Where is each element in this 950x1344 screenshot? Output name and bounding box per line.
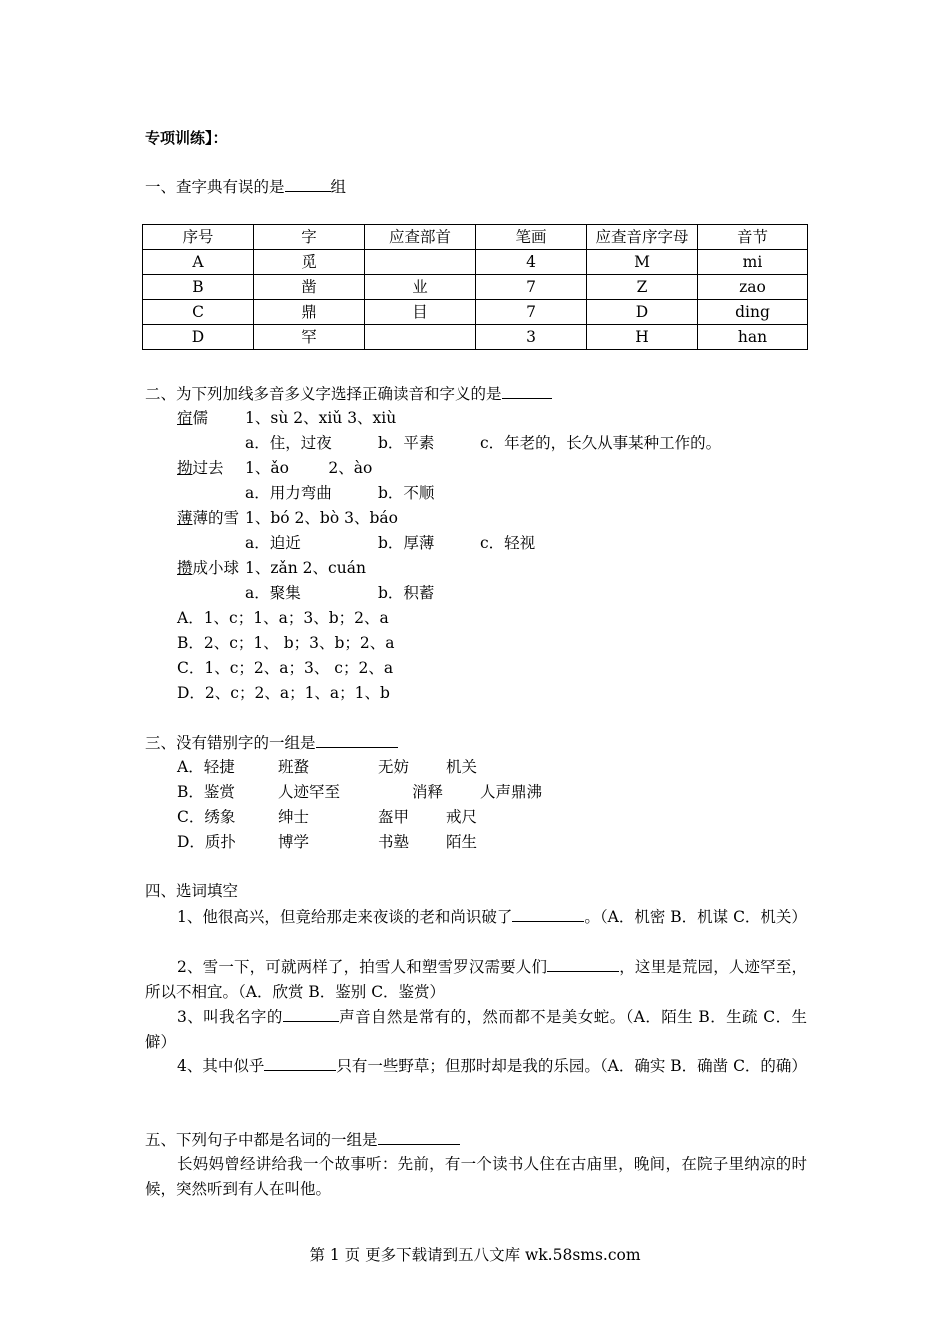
question-5-prompt bbox=[145, 1127, 460, 1151]
table-cell: B bbox=[143, 275, 254, 300]
table-row bbox=[143, 325, 808, 350]
item-text: 2、雪一下，可就两样了，拍雪人和塑雪罗汉需要人们 bbox=[177, 958, 548, 976]
table-cell: 7 bbox=[476, 300, 587, 325]
option-word: 戒尺 bbox=[446, 808, 478, 826]
fill-in-item bbox=[145, 954, 807, 1005]
table-cell: 目 bbox=[365, 300, 476, 325]
option-word: 书塾 bbox=[378, 833, 410, 851]
question-5-text: 五、下列句子中都是名词的一组是 bbox=[145, 1131, 378, 1149]
table-cell: 觅 bbox=[254, 250, 365, 275]
table-cell: 鼎 bbox=[254, 300, 365, 325]
option-word: 无妨 bbox=[378, 758, 410, 776]
option-word: D．质扑 bbox=[177, 833, 236, 851]
word-definition: a．住，过夜 bbox=[245, 434, 332, 452]
fill-in-item bbox=[145, 1053, 807, 1079]
question-1-text: 一、查字典有误的是 bbox=[145, 178, 285, 196]
word-item bbox=[177, 456, 224, 480]
item-text: 3、叫我名字的 bbox=[177, 1008, 283, 1026]
word-definition: b．积蓄 bbox=[378, 584, 435, 602]
answer-blank bbox=[283, 1004, 339, 1022]
word-rest: 过去 bbox=[192, 459, 224, 477]
fill-in-item bbox=[145, 1004, 807, 1055]
item-text: 4、其中似乎 bbox=[177, 1057, 265, 1075]
word-item bbox=[177, 506, 239, 530]
item-choices: 声音自然是常有的，然而都不是美女蛇。（A．陌生 B．生疏 C．生僻） bbox=[145, 1008, 807, 1051]
item-choices: 。（A．机密 B．机谋 C．机关） bbox=[584, 908, 807, 926]
table-cell: 7 bbox=[476, 275, 587, 300]
passage-text: 长妈妈曾经讲给我一个故事听：先前，有一个读书人住在古庙里，晚间，在院子里纳凉的时候，突然听到有人在叫他。 bbox=[145, 1155, 807, 1198]
option-word: B．鉴赏 bbox=[177, 783, 235, 801]
question-2-text: 二、为下列加线多音多义字选择正确读音和字义的是 bbox=[145, 385, 502, 403]
table-cell: 3 bbox=[476, 325, 587, 350]
table-cell: han bbox=[698, 325, 808, 350]
table-cell: A bbox=[143, 250, 254, 275]
option-word: C．绣象 bbox=[177, 808, 236, 826]
option-word: 机关 bbox=[446, 758, 478, 776]
word-definition: b．不顺 bbox=[378, 484, 435, 502]
word-definition: a．聚集 bbox=[245, 584, 301, 602]
option-word: 人迹罕至 bbox=[278, 783, 341, 801]
answer-option: D．2、c；2、a；1、a；1、b bbox=[177, 684, 390, 702]
table-cell: zao bbox=[698, 275, 808, 300]
table-cell: Z bbox=[587, 275, 698, 300]
table-header-row bbox=[143, 225, 808, 250]
table-cell: H bbox=[587, 325, 698, 350]
answer-blank bbox=[285, 174, 331, 192]
underlined-char: 宿 bbox=[177, 409, 193, 427]
table-header-cell: 笔画 bbox=[476, 225, 587, 250]
option-word: A．轻捷 bbox=[177, 758, 235, 776]
item-text: 1、他很高兴，但竟给那走来夜谈的老和尚识破了 bbox=[177, 908, 513, 926]
word-item bbox=[177, 406, 208, 430]
word-definition: c．年老的，长久从事某种工作的。 bbox=[480, 434, 722, 452]
question-3-text: 三、没有错别字的一组是 bbox=[145, 734, 316, 752]
answer-option: A．1、c；1、a；3、b；2、a bbox=[177, 609, 389, 627]
table-cell bbox=[365, 250, 476, 275]
word-pronunciations: 1、bó 2、bò 3、báo bbox=[245, 509, 398, 527]
table-header-cell: 应查部首 bbox=[365, 225, 476, 250]
word-definition: c．轻视 bbox=[480, 534, 536, 552]
table-header-cell: 字 bbox=[254, 225, 365, 250]
word-rest: 薄的雪 bbox=[192, 509, 240, 527]
table-header-cell: 音节 bbox=[698, 225, 808, 250]
table-header-cell: 应查音序字母 bbox=[587, 225, 698, 250]
table-cell: ding bbox=[698, 300, 808, 325]
table-cell: D bbox=[587, 300, 698, 325]
option-word: 人声鼎沸 bbox=[480, 783, 543, 801]
answer-option: B．2、c；1、 b；3、b；2、a bbox=[177, 634, 395, 652]
section-title: 专项训练】： bbox=[145, 129, 228, 147]
word-rest: 儒 bbox=[192, 409, 209, 427]
word-pronunciations: 1、zǎn 2、cuán bbox=[245, 559, 366, 577]
option-word: 盔甲 bbox=[378, 808, 410, 826]
question-4-prompt: 四、选词填空 bbox=[145, 882, 239, 900]
question-3-prompt bbox=[145, 730, 398, 754]
question-1-prompt bbox=[145, 174, 346, 198]
table-cell: D bbox=[143, 325, 254, 350]
question-1-suffix: 组 bbox=[330, 178, 347, 196]
table-cell: 4 bbox=[476, 250, 587, 275]
table-cell: mi bbox=[698, 250, 808, 275]
underlined-char: 薄 bbox=[177, 509, 193, 527]
answer-option: C．1、c；2、a；3、 c；2、a bbox=[177, 659, 394, 677]
option-word: 博学 bbox=[278, 833, 310, 851]
table-row bbox=[143, 275, 808, 300]
underlined-char: 攒 bbox=[177, 559, 193, 577]
answer-blank bbox=[264, 1053, 336, 1071]
table-cell: 凿 bbox=[254, 275, 365, 300]
underlined-char: 拗 bbox=[177, 459, 193, 477]
answer-blank bbox=[502, 381, 552, 399]
word-pronunciations: 1、ǎo 2、ào bbox=[245, 459, 373, 477]
question-2-prompt bbox=[145, 381, 552, 405]
word-pronunciations: 1、sù 2、xiǔ 3、xiù bbox=[245, 409, 397, 427]
word-item bbox=[177, 556, 239, 580]
table-cell bbox=[365, 325, 476, 350]
word-definition: b．平素 bbox=[378, 434, 435, 452]
table-cell: 业 bbox=[365, 275, 476, 300]
table-cell: C bbox=[143, 300, 254, 325]
answer-blank bbox=[512, 904, 584, 922]
table-header-cell: 序号 bbox=[143, 225, 254, 250]
word-definition: a．用力弯曲 bbox=[245, 484, 332, 502]
option-word: 班蝥 bbox=[278, 758, 310, 776]
page-footer: 第 1 页 更多下载请到五八文库 wk.58sms.com bbox=[309, 1246, 641, 1264]
item-choices: ，这里是荒园，人迹罕至，所以不相宜。（A．欣赏 B．鉴别 C．鉴赏） bbox=[145, 958, 807, 1001]
answer-blank bbox=[378, 1127, 460, 1145]
table-cell: M bbox=[587, 250, 698, 275]
table-cell: 罕 bbox=[254, 325, 365, 350]
word-definition: a．迫近 bbox=[245, 534, 301, 552]
option-word: 消释 bbox=[412, 783, 444, 801]
answer-blank bbox=[547, 954, 619, 972]
word-definition: b．厚薄 bbox=[378, 534, 435, 552]
answer-blank bbox=[316, 730, 398, 748]
item-choices: 只有一些野草；但那时却是我的乐园。（A．确实 B．确凿 C．的确） bbox=[336, 1057, 807, 1075]
word-rest: 成小球 bbox=[192, 559, 240, 577]
table-row bbox=[143, 300, 808, 325]
option-word: 陌生 bbox=[446, 833, 478, 851]
fill-in-item bbox=[145, 904, 807, 930]
dictionary-table bbox=[142, 224, 808, 350]
table-row bbox=[143, 250, 808, 275]
option-word: 绅士 bbox=[278, 808, 310, 826]
